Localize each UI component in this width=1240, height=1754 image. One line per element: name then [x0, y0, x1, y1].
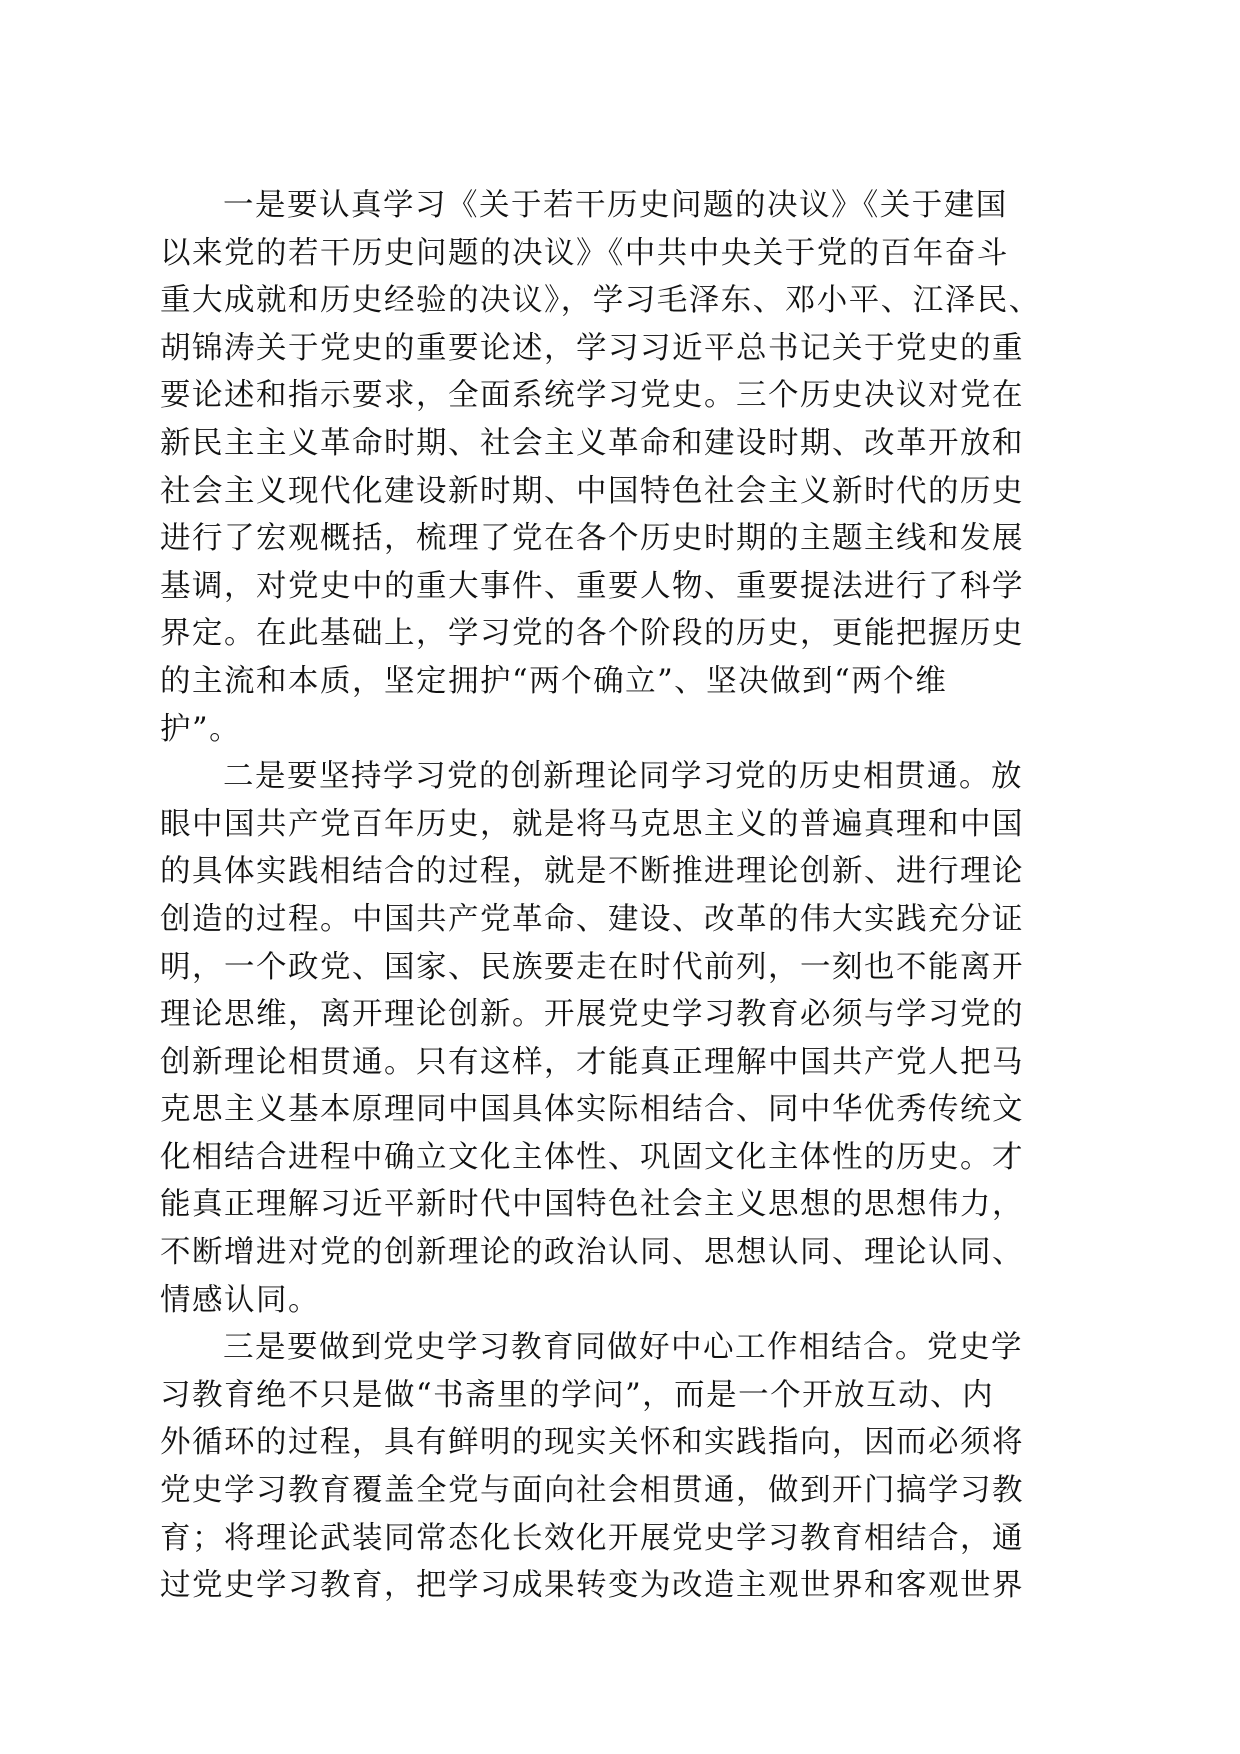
text-line: 化相结合进程中确立文化主体性、巩固文化主体性的历史。才 — [160, 1139, 1024, 1175]
text-line: 以来党的若干历史问题的决议》《中共中央关于党的百年奋斗 — [160, 235, 1009, 271]
text-line: 克思主义基本原理同中国具体实际相结合、同中华优秀传统文 — [160, 1092, 1024, 1128]
paragraph-2 — [160, 753, 1090, 1324]
text-line: 重大成就和历史经验的决议》，学习毛泽东、邓小平、江泽民、 — [160, 283, 1041, 319]
text-line: 护”。 — [160, 711, 242, 747]
paragraph-1 — [160, 182, 1090, 753]
text-line: 党史学习教育覆盖全党与面向社会相贯通，做到开门搞学习教 — [160, 1473, 1024, 1509]
text-line: 创造的过程。中国共产党革命、建设、改革的伟大实践充分证 — [160, 901, 1024, 937]
text-line: 进行了宏观概括，梳理了党在各个历史时期的主题主线和发展 — [160, 521, 1024, 557]
text-line: 创新理论相贯通。只有这样，才能真正理解中国共产党人把马 — [160, 1044, 1024, 1080]
text-line: 眼中国共产党百年历史，就是将马克思主义的普遍真理和中国 — [160, 806, 1024, 842]
text-line: 新民主主义革命时期、社会主义革命和建设时期、改革开放和 — [160, 425, 1024, 461]
text-line: 二是要坚持学习党的创新理论同学习党的历史相贯通。放 — [223, 759, 1023, 795]
text-line: 明，一个政党、国家、民族要走在时代前列，一刻也不能离开 — [160, 949, 1024, 985]
text-line: 的主流和本质，坚定拥护“两个确立”、坚决做到“两个维 — [160, 663, 948, 699]
text-line: 胡锦涛关于党史的重要论述，学习习近平总书记关于党史的重 — [160, 330, 1024, 366]
text-line: 过党史学习教育，把学习成果转变为改造主观世界和客观世界 — [160, 1568, 1024, 1604]
paragraph-3 — [160, 1324, 1090, 1610]
document-body — [160, 182, 1090, 1610]
text-line: 基调，对党史中的重大事件、重要人物、重要提法进行了科学 — [160, 568, 1024, 604]
text-line: 要论述和指示要求，全面系统学习党史。三个历史决议对党在 — [160, 378, 1024, 414]
text-line: 一是要认真学习《关于若干历史问题的决议》《关于建国 — [223, 188, 1008, 223]
text-line: 外循环的过程，具有鲜明的现实关怀和实践指向，因而必须将 — [160, 1425, 1024, 1461]
text-line: 不断增进对党的创新理论的政治认同、思想认同、理论认同、 — [160, 1235, 1024, 1271]
text-line: 情感认同。 — [160, 1282, 320, 1318]
text-line: 理论思维，离开理论创新。开展党史学习教育必须与学习党的 — [160, 997, 1024, 1033]
text-line: 界定。在此基础上，学习党的各个阶段的历史，更能把握历史 — [160, 616, 1024, 652]
text-line: 习教育绝不只是做“书斋里的学问”，而是一个开放互动、内 — [160, 1377, 995, 1413]
text-line: 能真正理解习近平新时代中国特色社会主义思想的思想伟力， — [160, 1187, 1024, 1223]
text-line: 三是要做到党史学习教育同做好中心工作相结合。党史学 — [223, 1330, 1023, 1366]
text-line: 育；将理论武装同常态化长效化开展党史学习教育相结合，通 — [160, 1520, 1024, 1556]
text-line: 社会主义现代化建设新时期、中国特色社会主义新时代的历史 — [160, 473, 1024, 509]
text-line: 的具体实践相结合的过程，就是不断推进理论创新、进行理论 — [160, 854, 1024, 890]
